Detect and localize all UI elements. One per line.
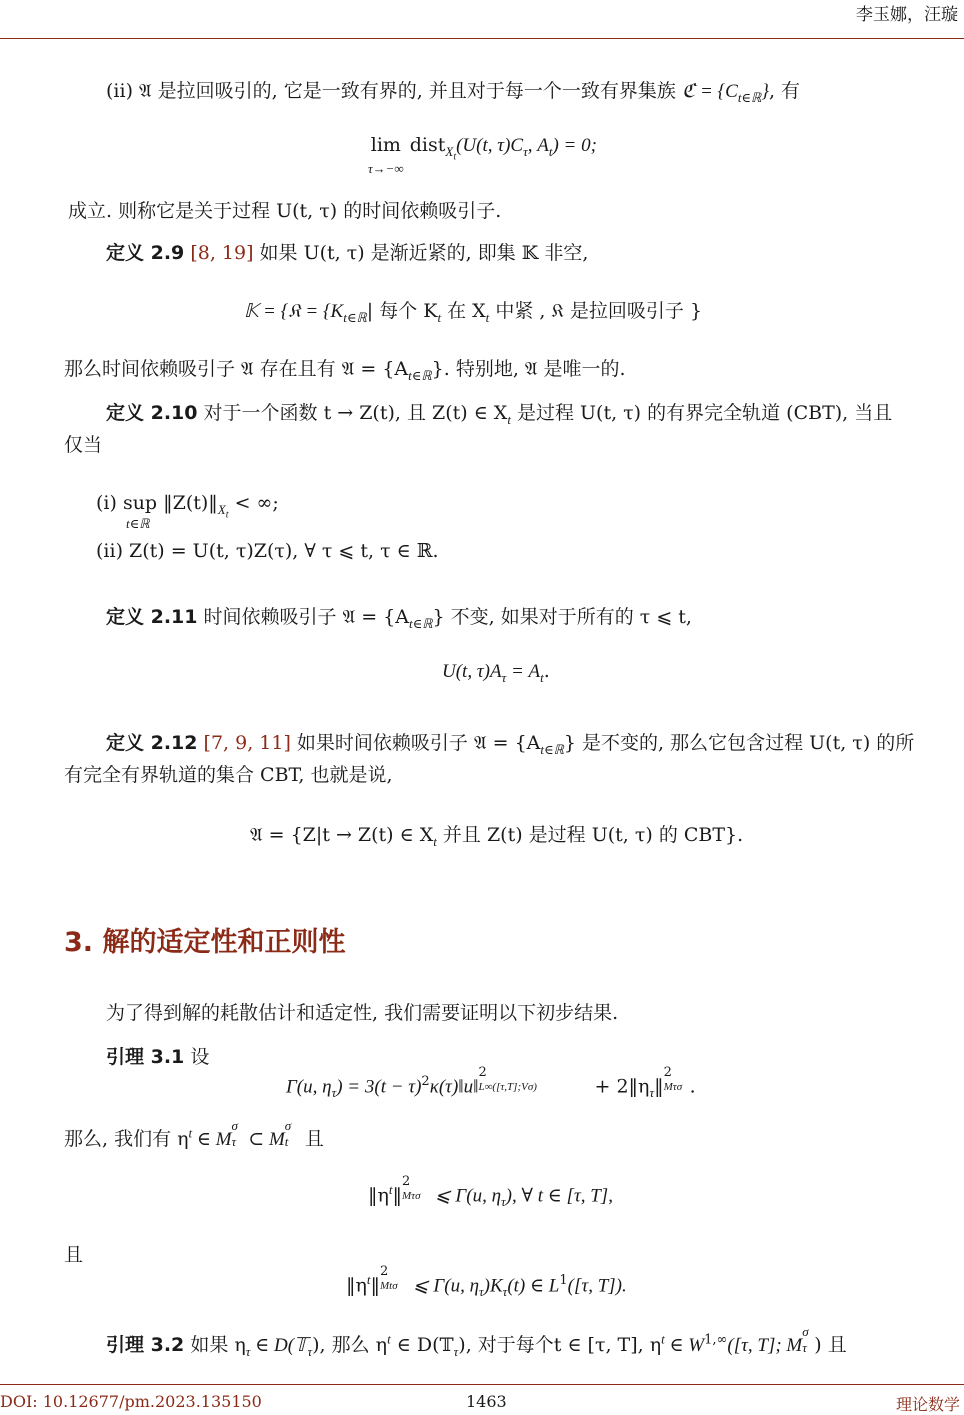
citation-link[interactable]: [7, 9, 11] — [203, 732, 291, 754]
definition-2-10-line1: 定义 2.10 对于一个函数 t → Z(t), 且 Z(t) ∈ $X_t$ 是过程 U(t, τ) 的有界完全轨道 (CBT), 当且 — [106, 402, 893, 427]
header-rule — [0, 38, 964, 39]
equation-cbt-set: 𝔄 = {Z|t → Z(t) ∈ $X_t$ 并且 Z(t) 是过程 U(t, τ) 的 CBT}. — [250, 824, 744, 849]
definition-2-12-line2: 有完全有界轨道的集合 CBT, 也就是说, — [64, 764, 393, 786]
condition-ii-text: (ii) 𝔄 是拉回吸引的, 它是一致有界的, 并且对于每一个一致有界集族 ℭ = $\{C_{t\in ℝ}\}$, 有 — [106, 80, 801, 105]
condition-ii: (ii) Z(t) = U(t, τ)Z(τ), ∀ τ ⩽ t, τ ∈ ℝ. — [96, 540, 439, 562]
definition-2-10-line2: 仅当 — [64, 434, 103, 456]
equation-pullback-limit: lim τ→−∞ dist$_{X_t}$(U(t, $\tau)C_\tau$, $A_t) = 0$; — [368, 134, 597, 176]
definition-2-11: 定义 2.11 时间依赖吸引子 𝔄 = $\{A_{t\in ℝ}\}$ 不变, 如果对于所有的 τ ⩽ t, — [106, 606, 692, 631]
equation-asymptotic-set: 𝕂 = {𝔎 = {$K_{t\in ℝ}|$ 每个 $K_t$ 在 $X_t$ 中紧 , 𝔎 是拉回吸引子 } — [244, 300, 703, 325]
footer-rule — [0, 1384, 964, 1385]
equation-eta-bound: $‖\eta^t‖$ 2 Mτσ ⩽ Γ(u, $\eta_\tau$), ∀ t ∈ [τ, T], — [368, 1174, 613, 1210]
equation-eta-integrable: $‖\eta^t‖$ 2 Mtσ ⩽ Γ(u, $\eta_\tau)K_\tau(t)$ ∈ $L^1([\tau$, T]). — [346, 1264, 627, 1300]
lemma-3-2: 引理 3.2 如果 $\eta_\tau$ ∈ D(𝕋$_\tau$), 那么 $\eta^t$ ∈ D(𝕋$_\tau$), 对于每个t ∈ [τ, T], $\eta^t$ ∈ $W^{1,\infty}([\tau$, T]; M σ τ ) 且 — [106, 1324, 847, 1359]
page-number: 1463 — [466, 1392, 507, 1411]
journal-name[interactable]: 理论数学 — [895, 1395, 960, 1414]
equation-gamma: Γ(u, $\eta_\tau) = 3(t$ − $\tau)^2\kappa(\tau)‖u‖$ 2 L∞([τ,T];Vσ) + $2‖\eta_\tau‖$ 2 Mτσ . — [286, 1065, 696, 1101]
definition-2-12-line1: 定义 2.12 [7, 9, 11] 如果时间依赖吸引子 𝔄 = $\{A_{t\in ℝ}\}$ 是不变的, 那么它包含过程 U(t, τ) 的所 — [106, 732, 915, 757]
paragraph-intro-results: 为了得到解的耗散估计和适定性, 我们需要证明以下初步结果. — [106, 1002, 619, 1024]
doi-link[interactable]: DOI: 10.12677/pm.2023.135150 — [0, 1392, 262, 1411]
paragraph-then: 那么, 我们有 $\eta^t$ ∈ M σ τ ⊂ M σ t 且 — [64, 1118, 324, 1150]
condition-i: (i) sup $‖Z(t)‖_{X_t}$ < ∞; — [96, 492, 279, 521]
paragraph-attractor-definition: 成立. 则称它是关于过程 U(t, τ) 的时间依赖吸引子. — [68, 200, 502, 222]
paragraph-and: 且 — [64, 1244, 84, 1266]
paragraph-existence: 那么时间依赖吸引子 𝔄 存在且有 𝔄 = $\{A_{t\in ℝ}\}$. 特别地, 𝔄 是唯一的. — [64, 358, 626, 383]
citation-link[interactable]: [8, 19] — [190, 242, 254, 264]
lemma-3-1-label: 引理 3.1 设 — [106, 1046, 210, 1068]
condition-i-subscript: t∈ℝ — [126, 516, 150, 531]
equation-invariance: U(t, $\tau)A_\tau = A_t$. — [442, 660, 550, 685]
definition-2-9: 定义 2.9 [8, 19] 如果 U(t, τ) 是渐近紧的, 即集 𝕂 非空, — [106, 242, 589, 264]
section-3-heading: 3. 解的适定性和正则性 — [64, 927, 346, 958]
running-header-authors: 李玉娜，汪璇 — [856, 5, 958, 25]
